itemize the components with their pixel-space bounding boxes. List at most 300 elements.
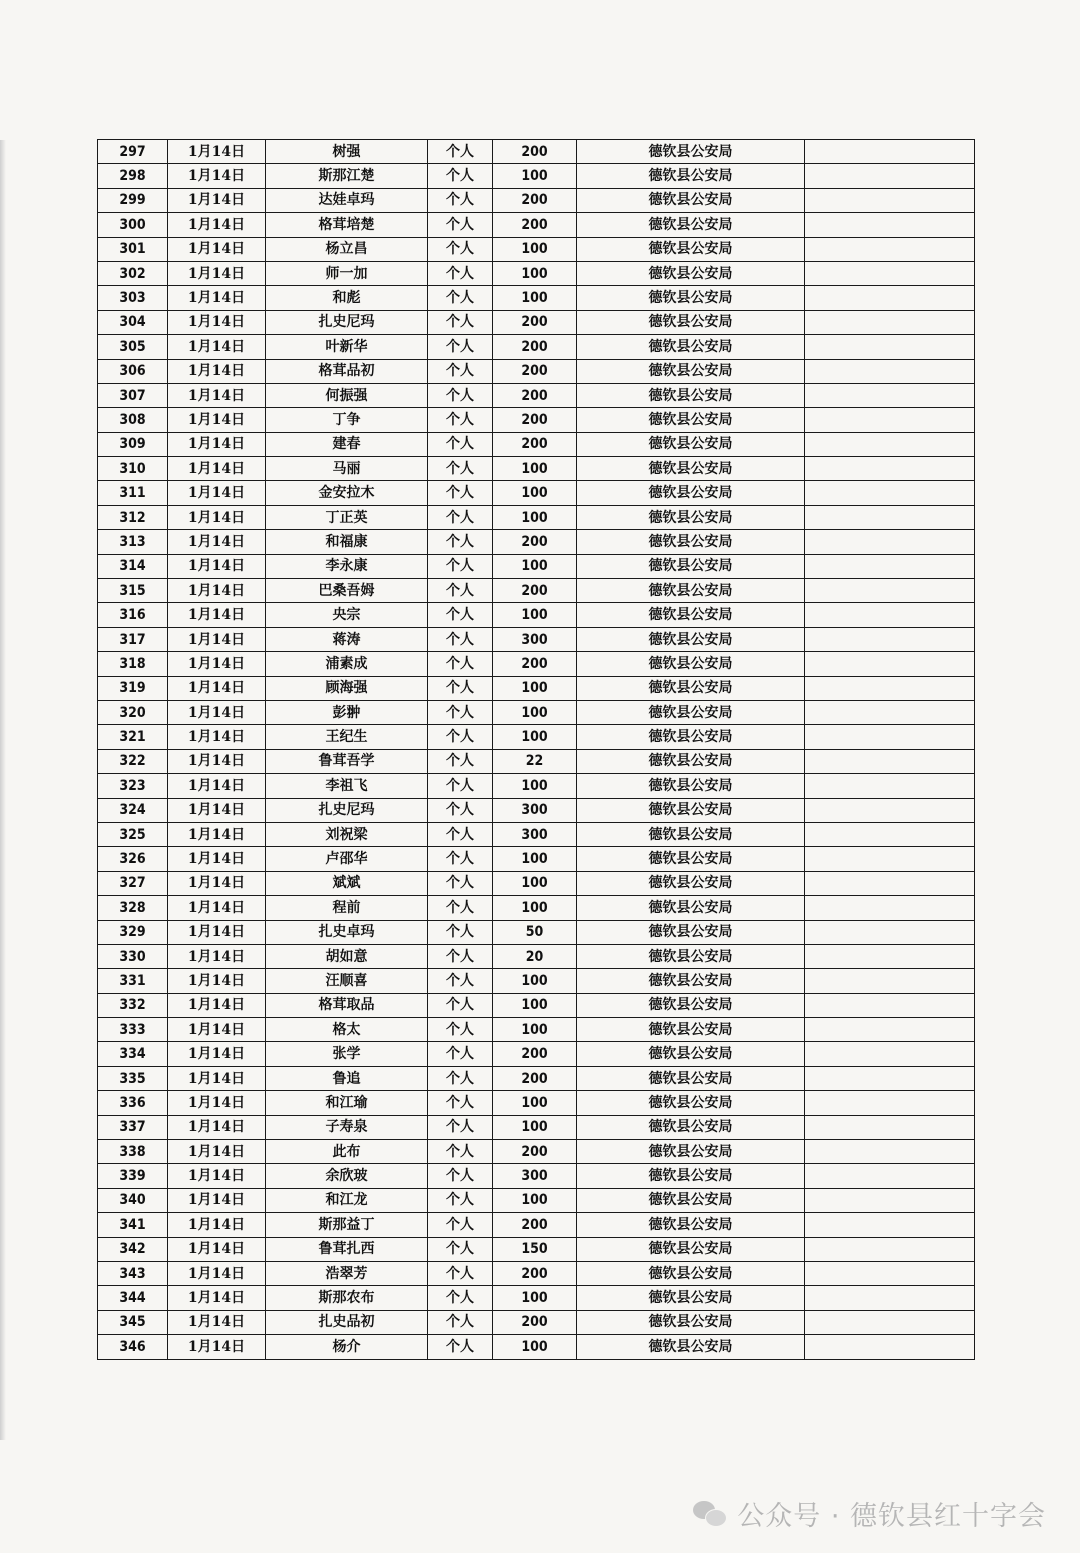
donor-name-cell: 扎史尼玛 bbox=[266, 798, 428, 822]
table-row bbox=[98, 505, 975, 529]
donor-type-cell: 个人 bbox=[428, 286, 493, 310]
table-row bbox=[98, 1091, 975, 1115]
organization-cell: 德钦县公安局 bbox=[577, 871, 805, 895]
organization-cell: 德钦县公安局 bbox=[577, 1261, 805, 1285]
donation-date-cell: 1月14日 bbox=[168, 774, 266, 798]
donation-date-cell: 1月14日 bbox=[168, 505, 266, 529]
donor-name-cell: 何振强 bbox=[266, 383, 428, 407]
row-number-cell: 345 bbox=[98, 1310, 168, 1334]
donor-name-cell: 格太 bbox=[266, 1018, 428, 1042]
donor-type-cell: 个人 bbox=[428, 1310, 493, 1334]
table-row bbox=[98, 652, 975, 676]
remark-cell bbox=[805, 993, 975, 1017]
donor-name-cell: 树强 bbox=[266, 140, 428, 164]
row-number-cell: 323 bbox=[98, 774, 168, 798]
row-number-cell: 310 bbox=[98, 457, 168, 481]
table-row bbox=[98, 1018, 975, 1042]
donor-type-cell: 个人 bbox=[428, 920, 493, 944]
donation-date-cell: 1月14日 bbox=[168, 1115, 266, 1139]
organization-cell: 德钦县公安局 bbox=[577, 676, 805, 700]
organization-cell: 德钦县公安局 bbox=[577, 700, 805, 724]
row-number-cell: 335 bbox=[98, 1066, 168, 1090]
table-row bbox=[98, 920, 975, 944]
table-row bbox=[98, 1310, 975, 1334]
table-row bbox=[98, 1213, 975, 1237]
donation-amount-cell: 20 bbox=[493, 944, 577, 968]
donation-date-cell: 1月14日 bbox=[168, 896, 266, 920]
donor-name-cell: 鲁茸吾学 bbox=[266, 749, 428, 773]
donor-type-cell: 个人 bbox=[428, 774, 493, 798]
donor-type-cell: 个人 bbox=[428, 457, 493, 481]
donor-name-cell: 丁争 bbox=[266, 408, 428, 432]
donation-date-cell: 1月14日 bbox=[168, 1261, 266, 1285]
remark-cell bbox=[805, 920, 975, 944]
remark-cell bbox=[805, 310, 975, 334]
donor-name-cell: 王纪生 bbox=[266, 725, 428, 749]
donor-name-cell: 格茸取品 bbox=[266, 993, 428, 1017]
donation-date-cell: 1月14日 bbox=[168, 1335, 266, 1359]
remark-cell bbox=[805, 1310, 975, 1334]
donation-amount-cell: 100 bbox=[493, 1286, 577, 1310]
remark-cell bbox=[805, 676, 975, 700]
row-number-cell: 313 bbox=[98, 530, 168, 554]
remark-cell bbox=[805, 944, 975, 968]
table-row bbox=[98, 774, 975, 798]
donation-date-cell: 1月14日 bbox=[168, 749, 266, 773]
organization-cell: 德钦县公安局 bbox=[577, 993, 805, 1017]
remark-cell bbox=[805, 261, 975, 285]
organization-cell: 德钦县公安局 bbox=[577, 140, 805, 164]
donation-date-cell: 1月14日 bbox=[168, 871, 266, 895]
donor-name-cell: 刘祝梁 bbox=[266, 822, 428, 846]
donation-amount-cell: 200 bbox=[493, 140, 577, 164]
row-number-cell: 337 bbox=[98, 1115, 168, 1139]
donation-date-cell: 1月14日 bbox=[168, 725, 266, 749]
organization-cell: 德钦县公安局 bbox=[577, 335, 805, 359]
donor-name-cell: 彭翀 bbox=[266, 700, 428, 724]
row-number-cell: 343 bbox=[98, 1261, 168, 1285]
donor-name-cell: 鲁茸扎西 bbox=[266, 1237, 428, 1261]
row-number-cell: 318 bbox=[98, 652, 168, 676]
donor-type-cell: 个人 bbox=[428, 1261, 493, 1285]
organization-cell: 德钦县公安局 bbox=[577, 505, 805, 529]
table-row bbox=[98, 310, 975, 334]
donor-name-cell: 马丽 bbox=[266, 457, 428, 481]
table-row bbox=[98, 408, 975, 432]
donor-type-cell: 个人 bbox=[428, 408, 493, 432]
row-number-cell: 300 bbox=[98, 213, 168, 237]
row-number-cell: 319 bbox=[98, 676, 168, 700]
donor-name-cell: 浩翠芳 bbox=[266, 1261, 428, 1285]
row-number-cell: 308 bbox=[98, 408, 168, 432]
donor-type-cell: 个人 bbox=[428, 871, 493, 895]
remark-cell bbox=[805, 140, 975, 164]
donor-name-cell: 巴桑吾姆 bbox=[266, 579, 428, 603]
row-number-cell: 327 bbox=[98, 871, 168, 895]
donation-date-cell: 1月14日 bbox=[168, 1286, 266, 1310]
table-row bbox=[98, 1188, 975, 1212]
organization-cell: 德钦县公安局 bbox=[577, 896, 805, 920]
remark-cell bbox=[805, 432, 975, 456]
donation-date-cell: 1月14日 bbox=[168, 1188, 266, 1212]
table-row bbox=[98, 603, 975, 627]
donor-name-cell: 汪顺喜 bbox=[266, 969, 428, 993]
remark-cell bbox=[805, 1066, 975, 1090]
donation-amount-cell: 100 bbox=[493, 676, 577, 700]
donor-type-cell: 个人 bbox=[428, 603, 493, 627]
row-number-cell: 329 bbox=[98, 920, 168, 944]
organization-cell: 德钦县公安局 bbox=[577, 1140, 805, 1164]
organization-cell: 德钦县公安局 bbox=[577, 1286, 805, 1310]
donor-name-cell: 胡如意 bbox=[266, 944, 428, 968]
organization-cell: 德钦县公安局 bbox=[577, 213, 805, 237]
donation-amount-cell: 200 bbox=[493, 1042, 577, 1066]
row-number-cell: 341 bbox=[98, 1213, 168, 1237]
donation-date-cell: 1月14日 bbox=[168, 700, 266, 724]
donor-name-cell: 斯那江楚 bbox=[266, 164, 428, 188]
remark-cell bbox=[805, 1335, 975, 1359]
donation-date-cell: 1月14日 bbox=[168, 579, 266, 603]
remark-cell bbox=[805, 1286, 975, 1310]
remark-cell bbox=[805, 847, 975, 871]
remark-cell bbox=[805, 749, 975, 773]
donation-amount-cell: 200 bbox=[493, 652, 577, 676]
donor-name-cell: 斌斌 bbox=[266, 871, 428, 895]
donor-type-cell: 个人 bbox=[428, 1164, 493, 1188]
donor-type-cell: 个人 bbox=[428, 1091, 493, 1115]
donor-name-cell: 和福康 bbox=[266, 530, 428, 554]
table-row bbox=[98, 798, 975, 822]
donor-type-cell: 个人 bbox=[428, 261, 493, 285]
organization-cell: 德钦县公安局 bbox=[577, 554, 805, 578]
donor-name-cell: 和江瑜 bbox=[266, 1091, 428, 1115]
donor-type-cell: 个人 bbox=[428, 1115, 493, 1139]
remark-cell bbox=[805, 383, 975, 407]
donation-date-cell: 1月14日 bbox=[168, 1164, 266, 1188]
donor-name-cell: 杨介 bbox=[266, 1335, 428, 1359]
table-row bbox=[98, 944, 975, 968]
donation-amount-cell: 200 bbox=[493, 359, 577, 383]
organization-cell: 德钦县公安局 bbox=[577, 1018, 805, 1042]
donation-date-cell: 1月14日 bbox=[168, 920, 266, 944]
donation-date-cell: 1月14日 bbox=[168, 1310, 266, 1334]
donation-date-cell: 1月14日 bbox=[168, 408, 266, 432]
donation-amount-cell: 100 bbox=[493, 1018, 577, 1042]
table-row bbox=[98, 359, 975, 383]
donation-date-cell: 1月14日 bbox=[168, 969, 266, 993]
remark-cell bbox=[805, 822, 975, 846]
donation-date-cell: 1月14日 bbox=[168, 432, 266, 456]
donor-name-cell: 扎史卓玛 bbox=[266, 920, 428, 944]
remark-cell bbox=[805, 652, 975, 676]
table-row bbox=[98, 993, 975, 1017]
donor-type-cell: 个人 bbox=[428, 481, 493, 505]
remark-cell bbox=[805, 408, 975, 432]
table-row bbox=[98, 725, 975, 749]
remark-cell bbox=[805, 1115, 975, 1139]
donor-type-cell: 个人 bbox=[428, 383, 493, 407]
row-number-cell: 298 bbox=[98, 164, 168, 188]
donation-amount-cell: 200 bbox=[493, 310, 577, 334]
row-number-cell: 312 bbox=[98, 505, 168, 529]
donation-amount-cell: 200 bbox=[493, 335, 577, 359]
table-row bbox=[98, 213, 975, 237]
donor-name-cell: 蒋涛 bbox=[266, 627, 428, 651]
donation-date-cell: 1月14日 bbox=[168, 335, 266, 359]
donor-type-cell: 个人 bbox=[428, 1188, 493, 1212]
donation-date-cell: 1月14日 bbox=[168, 1091, 266, 1115]
remark-cell bbox=[805, 579, 975, 603]
remark-cell bbox=[805, 896, 975, 920]
donation-date-cell: 1月14日 bbox=[168, 1018, 266, 1042]
page-edge-shadow bbox=[0, 140, 6, 1440]
organization-cell: 德钦县公安局 bbox=[577, 286, 805, 310]
donation-amount-cell: 100 bbox=[493, 554, 577, 578]
donation-date-cell: 1月14日 bbox=[168, 261, 266, 285]
row-number-cell: 324 bbox=[98, 798, 168, 822]
remark-cell bbox=[805, 774, 975, 798]
organization-cell: 德钦县公安局 bbox=[577, 1335, 805, 1359]
row-number-cell: 302 bbox=[98, 261, 168, 285]
donation-amount-cell: 200 bbox=[493, 408, 577, 432]
remark-cell bbox=[805, 1188, 975, 1212]
donation-amount-cell: 200 bbox=[493, 213, 577, 237]
donation-date-cell: 1月14日 bbox=[168, 627, 266, 651]
donation-amount-cell: 100 bbox=[493, 896, 577, 920]
row-number-cell: 306 bbox=[98, 359, 168, 383]
remark-cell bbox=[805, 627, 975, 651]
donation-amount-cell: 300 bbox=[493, 822, 577, 846]
donation-amount-cell: 200 bbox=[493, 1310, 577, 1334]
donor-type-cell: 个人 bbox=[428, 359, 493, 383]
donor-name-cell: 李永康 bbox=[266, 554, 428, 578]
row-number-cell: 315 bbox=[98, 579, 168, 603]
donor-type-cell: 个人 bbox=[428, 140, 493, 164]
remark-cell bbox=[805, 871, 975, 895]
row-number-cell: 303 bbox=[98, 286, 168, 310]
donation-date-cell: 1月14日 bbox=[168, 530, 266, 554]
donor-name-cell: 金安拉木 bbox=[266, 481, 428, 505]
donation-amount-cell: 300 bbox=[493, 798, 577, 822]
row-number-cell: 325 bbox=[98, 822, 168, 846]
donation-date-cell: 1月14日 bbox=[168, 1237, 266, 1261]
donor-type-cell: 个人 bbox=[428, 822, 493, 846]
donor-name-cell: 扎史品初 bbox=[266, 1310, 428, 1334]
organization-cell: 德钦县公安局 bbox=[577, 1188, 805, 1212]
row-number-cell: 304 bbox=[98, 310, 168, 334]
table-row bbox=[98, 530, 975, 554]
organization-cell: 德钦县公安局 bbox=[577, 310, 805, 334]
donation-date-cell: 1月14日 bbox=[168, 457, 266, 481]
donor-name-cell: 浦素成 bbox=[266, 652, 428, 676]
donation-amount-cell: 200 bbox=[493, 1213, 577, 1237]
table-row bbox=[98, 1237, 975, 1261]
organization-cell: 德钦县公安局 bbox=[577, 1066, 805, 1090]
donation-amount-cell: 100 bbox=[493, 603, 577, 627]
donation-date-cell: 1月14日 bbox=[168, 164, 266, 188]
table-row bbox=[98, 1042, 975, 1066]
donor-type-cell: 个人 bbox=[428, 896, 493, 920]
donor-name-cell: 央宗 bbox=[266, 603, 428, 627]
donor-name-cell: 和江龙 bbox=[266, 1188, 428, 1212]
donation-amount-cell: 300 bbox=[493, 627, 577, 651]
table-row bbox=[98, 1115, 975, 1139]
organization-cell: 德钦县公安局 bbox=[577, 164, 805, 188]
donor-type-cell: 个人 bbox=[428, 505, 493, 529]
table-row bbox=[98, 188, 975, 212]
row-number-cell: 342 bbox=[98, 1237, 168, 1261]
organization-cell: 德钦县公安局 bbox=[577, 944, 805, 968]
donation-date-cell: 1月14日 bbox=[168, 993, 266, 1017]
donation-amount-cell: 200 bbox=[493, 1066, 577, 1090]
donation-amount-cell: 100 bbox=[493, 164, 577, 188]
donor-type-cell: 个人 bbox=[428, 652, 493, 676]
donation-amount-cell: 200 bbox=[493, 1140, 577, 1164]
table-row bbox=[98, 457, 975, 481]
donation-amount-cell: 100 bbox=[493, 847, 577, 871]
organization-cell: 德钦县公安局 bbox=[577, 383, 805, 407]
row-number-cell: 331 bbox=[98, 969, 168, 993]
donation-amount-cell: 100 bbox=[493, 774, 577, 798]
donor-type-cell: 个人 bbox=[428, 993, 493, 1017]
donor-type-cell: 个人 bbox=[428, 969, 493, 993]
table-row bbox=[98, 1164, 975, 1188]
donor-name-cell: 子寿泉 bbox=[266, 1115, 428, 1139]
donor-name-cell: 达娃卓玛 bbox=[266, 188, 428, 212]
donation-amount-cell: 100 bbox=[493, 286, 577, 310]
donor-name-cell: 扎史尼玛 bbox=[266, 310, 428, 334]
donation-amount-cell: 100 bbox=[493, 700, 577, 724]
organization-cell: 德钦县公安局 bbox=[577, 652, 805, 676]
donation-amount-cell: 100 bbox=[493, 1091, 577, 1115]
donor-name-cell: 斯那益丁 bbox=[266, 1213, 428, 1237]
row-number-cell: 332 bbox=[98, 993, 168, 1017]
donor-name-cell: 顾海强 bbox=[266, 676, 428, 700]
donor-name-cell: 丁正英 bbox=[266, 505, 428, 529]
donation-date-cell: 1月14日 bbox=[168, 822, 266, 846]
table-row bbox=[98, 871, 975, 895]
donor-name-cell: 李祖飞 bbox=[266, 774, 428, 798]
donor-type-cell: 个人 bbox=[428, 725, 493, 749]
remark-cell bbox=[805, 700, 975, 724]
remark-cell bbox=[805, 603, 975, 627]
donation-amount-cell: 100 bbox=[493, 871, 577, 895]
donation-date-cell: 1月14日 bbox=[168, 652, 266, 676]
organization-cell: 德钦县公安局 bbox=[577, 359, 805, 383]
donor-name-cell: 程前 bbox=[266, 896, 428, 920]
donation-amount-cell: 200 bbox=[493, 579, 577, 603]
remark-cell bbox=[805, 1237, 975, 1261]
donation-amount-cell: 100 bbox=[493, 481, 577, 505]
donor-type-cell: 个人 bbox=[428, 530, 493, 554]
donation-amount-cell: 22 bbox=[493, 749, 577, 773]
table-row bbox=[98, 1286, 975, 1310]
remark-cell bbox=[805, 1140, 975, 1164]
donation-amount-cell: 200 bbox=[493, 383, 577, 407]
donation-table-body bbox=[98, 140, 975, 1360]
organization-cell: 德钦县公安局 bbox=[577, 847, 805, 871]
donor-type-cell: 个人 bbox=[428, 335, 493, 359]
table-row bbox=[98, 140, 975, 164]
donor-name-cell: 斯那农布 bbox=[266, 1286, 428, 1310]
remark-cell bbox=[805, 1213, 975, 1237]
remark-cell bbox=[805, 335, 975, 359]
remark-cell bbox=[805, 505, 975, 529]
donation-amount-cell: 100 bbox=[493, 505, 577, 529]
organization-cell: 德钦县公安局 bbox=[577, 603, 805, 627]
donor-type-cell: 个人 bbox=[428, 554, 493, 578]
organization-cell: 德钦县公安局 bbox=[577, 481, 805, 505]
row-number-cell: 321 bbox=[98, 725, 168, 749]
donor-type-cell: 个人 bbox=[428, 164, 493, 188]
row-number-cell: 326 bbox=[98, 847, 168, 871]
donor-name-cell: 和彪 bbox=[266, 286, 428, 310]
donor-type-cell: 个人 bbox=[428, 1066, 493, 1090]
table-row bbox=[98, 1335, 975, 1359]
donor-type-cell: 个人 bbox=[428, 1018, 493, 1042]
organization-cell: 德钦县公安局 bbox=[577, 1091, 805, 1115]
row-number-cell: 330 bbox=[98, 944, 168, 968]
remark-cell bbox=[805, 1091, 975, 1115]
donor-type-cell: 个人 bbox=[428, 1213, 493, 1237]
donation-amount-cell: 100 bbox=[493, 261, 577, 285]
table-row bbox=[98, 579, 975, 603]
donor-type-cell: 个人 bbox=[428, 700, 493, 724]
donor-type-cell: 个人 bbox=[428, 944, 493, 968]
donation-date-cell: 1月14日 bbox=[168, 1213, 266, 1237]
donation-date-cell: 1月14日 bbox=[168, 188, 266, 212]
donation-amount-cell: 200 bbox=[493, 188, 577, 212]
donor-type-cell: 个人 bbox=[428, 237, 493, 261]
row-number-cell: 333 bbox=[98, 1018, 168, 1042]
donor-name-cell: 余欣玻 bbox=[266, 1164, 428, 1188]
donation-date-cell: 1月14日 bbox=[168, 213, 266, 237]
table-row bbox=[98, 286, 975, 310]
donation-amount-cell: 100 bbox=[493, 457, 577, 481]
donor-name-cell: 此布 bbox=[266, 1140, 428, 1164]
organization-cell: 德钦县公安局 bbox=[577, 530, 805, 554]
row-number-cell: 309 bbox=[98, 432, 168, 456]
remark-cell bbox=[805, 1164, 975, 1188]
row-number-cell: 322 bbox=[98, 749, 168, 773]
organization-cell: 德钦县公安局 bbox=[577, 1115, 805, 1139]
row-number-cell: 339 bbox=[98, 1164, 168, 1188]
organization-cell: 德钦县公安局 bbox=[577, 457, 805, 481]
donation-amount-cell: 100 bbox=[493, 1115, 577, 1139]
table-row bbox=[98, 676, 975, 700]
organization-cell: 德钦县公安局 bbox=[577, 1213, 805, 1237]
donor-type-cell: 个人 bbox=[428, 1286, 493, 1310]
watermark-text: 公众号 · 德钦县红十字会 bbox=[737, 1501, 1046, 1532]
donation-amount-cell: 200 bbox=[493, 432, 577, 456]
donation-date-cell: 1月14日 bbox=[168, 310, 266, 334]
donation-amount-cell: 200 bbox=[493, 1261, 577, 1285]
wechat-icon bbox=[693, 1499, 727, 1529]
remark-cell bbox=[805, 213, 975, 237]
donation-date-cell: 1月14日 bbox=[168, 1042, 266, 1066]
donation-date-cell: 1月14日 bbox=[168, 554, 266, 578]
donor-type-cell: 个人 bbox=[428, 1140, 493, 1164]
organization-cell: 德钦县公安局 bbox=[577, 798, 805, 822]
remark-cell bbox=[805, 164, 975, 188]
donor-name-cell: 建春 bbox=[266, 432, 428, 456]
organization-cell: 德钦县公安局 bbox=[577, 725, 805, 749]
row-number-cell: 297 bbox=[98, 140, 168, 164]
table-row bbox=[98, 432, 975, 456]
table-row bbox=[98, 237, 975, 261]
donation-amount-cell: 100 bbox=[493, 237, 577, 261]
table-row bbox=[98, 896, 975, 920]
